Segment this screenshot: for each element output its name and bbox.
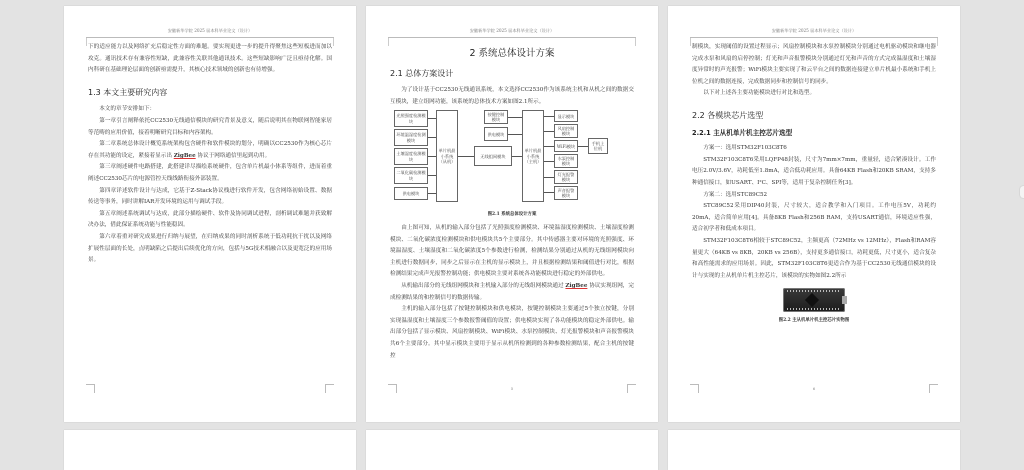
- paragraph: 主机的输入部分包括了按键控制模块和供电模块，按键控制模块主要通过5个独立按键，分别实现温湿度和土壤湿度三个参数报警阈值的设置；供电模块实现了各功能模块的稳定外部供电。输出部分包括了显示模块、风扇控制模块、WiFi模块、水泵控制模块、灯光报警模块和声音报警模块共6个主要部分。其中显示模块主要用于显示从机所检测到的各种参数检测结果，配合主机的按键控: [390, 306, 634, 359]
- diagram-box-master-core: 单片机最小系统（主机）: [522, 110, 544, 202]
- figure-caption: 图2.2 主从机单片机主控芯片实物图: [778, 318, 850, 324]
- footer-corner-mark: [325, 384, 334, 393]
- paragraph: 方案二：选用STC89C52: [703, 191, 768, 198]
- diagram-box: WiFi模块: [554, 140, 578, 152]
- page-number: 6: [812, 386, 816, 391]
- diagram-box: 风扇控制模块: [554, 124, 578, 138]
- zigbee-term: ZigBee: [565, 282, 588, 289]
- page-body: [390, 42, 634, 362]
- system-block-diagram: [390, 110, 634, 206]
- document-page-6: [668, 6, 960, 422]
- paragraph: 第一章引言阐释依托CC2530无线通信模块的研究背景及意义，随后说明其在物联网智能家居等范畴的应用价值，接着明晰研究目标和内容架构。: [88, 117, 332, 136]
- page-body: [88, 42, 332, 267]
- footer-corner-mark: [929, 384, 938, 393]
- document-page-next: [64, 430, 356, 470]
- subsection-heading: 2.2.1 主从机单片机主控芯片选型: [692, 128, 793, 137]
- page-footer: [86, 384, 334, 394]
- zigbee-term: ZigBee: [173, 152, 196, 159]
- diagram-box: 灯光报警模块: [554, 170, 578, 184]
- diagram-box: 土壤湿度检测模块: [394, 148, 428, 165]
- running-header: 安徽新华学院 2025 届本科毕业论文（设计）: [167, 28, 253, 33]
- figure-caption: 图2.1 系统总体设计方案: [487, 212, 537, 218]
- paragraph: 为了设计基于CC2530无线通讯系统，本文选择CC2530作为该系统主机和从机之间的数据交互模块，建立组网功能，该系统的总体技术方案如图2.1所示。: [390, 87, 634, 105]
- diagram-box: 显示模块: [554, 110, 578, 122]
- paragraph: 制模块，实现阈值的设置过程显示；风扇控制模块和水泵控制模块分别通过电机驱动模块和继电器完成水泵和风扇的启停控制；灯光和声音报警模块分别通过灯光和声音的方式完成温湿度和土壤湿度异常时的声光报警；WiFi模块主要实现了和云平台之间的数据连接建立单片机最小系统和手机上位机之间的数据连接，完成数据同步和控制信号的同步。: [692, 44, 936, 85]
- diagram-box: 水泵控制模块: [554, 154, 578, 168]
- diagram-box: 光照强度检测模块: [394, 110, 428, 127]
- diagram-box: 声音报警模块: [554, 186, 578, 200]
- section-heading: 2.2 各模块芯片选型: [692, 110, 764, 120]
- paragraph: 第二章系统总体设计概览系统架构包含硬件和软件模块的划分，明确以CC2530作为核心芯片存在其功能的设定，紧接着显示出 ZigBee 协议于网络通信里起到功用。: [88, 141, 332, 159]
- diagram-box: 按键控制模块: [484, 110, 508, 124]
- paragraph: 方案一：选用STM32F103C8T6: [703, 145, 787, 152]
- section-heading: 2.1 总体方案设计: [390, 68, 454, 78]
- page-number: 5: [510, 386, 514, 391]
- paragraph: 本文的章节安排如下：: [99, 106, 156, 113]
- diagram-box: 二氧化碳检测模块: [394, 167, 428, 184]
- page-footer: [388, 384, 636, 394]
- paragraph: 第三章阐述硬件电路搭建，此搭建详尽描绘系统硬件，包含单片机最小体系等组件，进而着重阐述CC2530芯片的电源管控天线线路衔接外部装置。: [88, 164, 332, 182]
- mcu-board-photo: [783, 288, 845, 312]
- paragraph: 第四章详述软件设计与达成，它基于Z-Stack协议栈进行软件开发，包含网络初始设置、数据传送等事务，同时讲解IAR开发环境的运用与调试手段。: [88, 187, 332, 206]
- diagram-box-wireless: 无线组网模块: [474, 146, 512, 166]
- side-panel-handle[interactable]: [1020, 186, 1024, 198]
- running-header: 安徽新华学院 2025 届本科毕业论文（设计）: [469, 28, 555, 33]
- paragraph: 由上图可知，从机的输入部分包括了光照强度检测模块、环境温湿度检测模块、土壤湿度检测模块、二氧化碳浓度检测模块和供电模块共5个主要部分。其中传感器主要对环境的光照强度、环境温湿度、土壤湿度和二氧化碳浓度5个参数进行检测，检测结果分别通过从机的无线组网模块向主机进行数据同步，同步之后显示在主机的显示模块上，并且根据检测结果和阈值进行对比，根据检测结果完成声光报警控制功能；供电模块主要对系统各功能模块进行稳定的外部供电。: [390, 224, 634, 278]
- chapter-heading: 2 系统总体设计方案: [469, 48, 555, 59]
- document-page-5: [366, 6, 658, 422]
- paragraph: STM32F103C8T6相较于STC89C52，主频更高（72MHz vs 12MHz），Flash和RAM容量更大（64KB vs 8KB，20KB vs 256B），支持更多通信接口，功耗更低，尺寸更小，适合复杂和高性能需求的应用场景。因此，STM32F103C8T6更适合作为基于CC2530无线通信模块的设计与实现的主从机单片机主控芯片，该模块的实物如图2.2所示: [692, 237, 936, 279]
- diagram-box-slave-core: 单片机最小系统（从机）: [436, 110, 458, 202]
- paragraph: 第六章着重对研究成果进行归纳与展望，在归纳成果的同时剖析系统于低功耗抗干扰以及网络扩展性层面的长处，点明缺陷之后提出后续优化的方向，包括与5G技术相融合以及更宽泛的应用场景。: [88, 233, 332, 264]
- paragraph: STC89C52采用DIP40封装，尺寸较大，适合教学和入门项目。工作电压5V，功耗约20mA，适合简单应用[4]。具备8KB Flash和256B RAM，支持USART通信，环境适应性强，适合初学者和低成本项目。: [692, 203, 936, 233]
- document-page-next: [668, 430, 960, 470]
- section-heading: 1.3 本文主要研究内容: [88, 87, 168, 97]
- paragraph: 以下对上述各主要功能模块进行对比和选型。: [703, 90, 816, 97]
- paragraph: STM32F103C8T6采用LQFP48封装，尺寸为7mm×7mm，重量轻，适合紧凑设计。工作电压2.0V/3.6V，功耗低至1.8mA，适合低功耗应用。具备64KB Flash和20KB SRAM，支持多种通信接口，如USART、I²C、SPI等，适用于复杂控制任务[3]。: [692, 156, 936, 186]
- running-header: 安徽新华学院 2025 届本科毕业论文（设计）: [771, 28, 857, 33]
- page-body: [692, 42, 936, 329]
- paragraph: 从机输出部分的无线组网模块和主机输入部分的无线组网模块通过 ZigBee 协议实现组网，完成检测结果的和控制信号的数据传输。: [390, 282, 634, 301]
- document-page-1: [64, 6, 356, 422]
- diagram-box: 环境温湿度检测模块: [394, 129, 428, 146]
- diagram-box: 供电模块: [484, 127, 508, 141]
- footer-corner-mark: [86, 384, 95, 393]
- diagram-box: 供电模块: [394, 187, 428, 200]
- paragraph: 第五章阐述系统调试与达成，此部分描绘硬件、软件及协同调试进程，剖析调试难题并获致解决办法，借此保证系统功能与性能稳固。: [88, 210, 332, 229]
- paragraph: 下的适应能力以及网络扩充后稳定性方面的难题。要实现更进一步的提升得聚焦这些短板进而加以攻克。通讯技术存有兼容性短缺，此兼容性关联其他通讯技术。这些短缺影响广泛且亟待化解。国内科研在基础理论层面的创新亟需提升，其核心技术领域的创新也有待增强。: [88, 44, 332, 74]
- page-footer: [690, 384, 938, 394]
- diagram-box-phone: 手机上位机: [588, 138, 608, 154]
- footer-corner-mark: [627, 384, 636, 393]
- document-page-next: [366, 430, 658, 470]
